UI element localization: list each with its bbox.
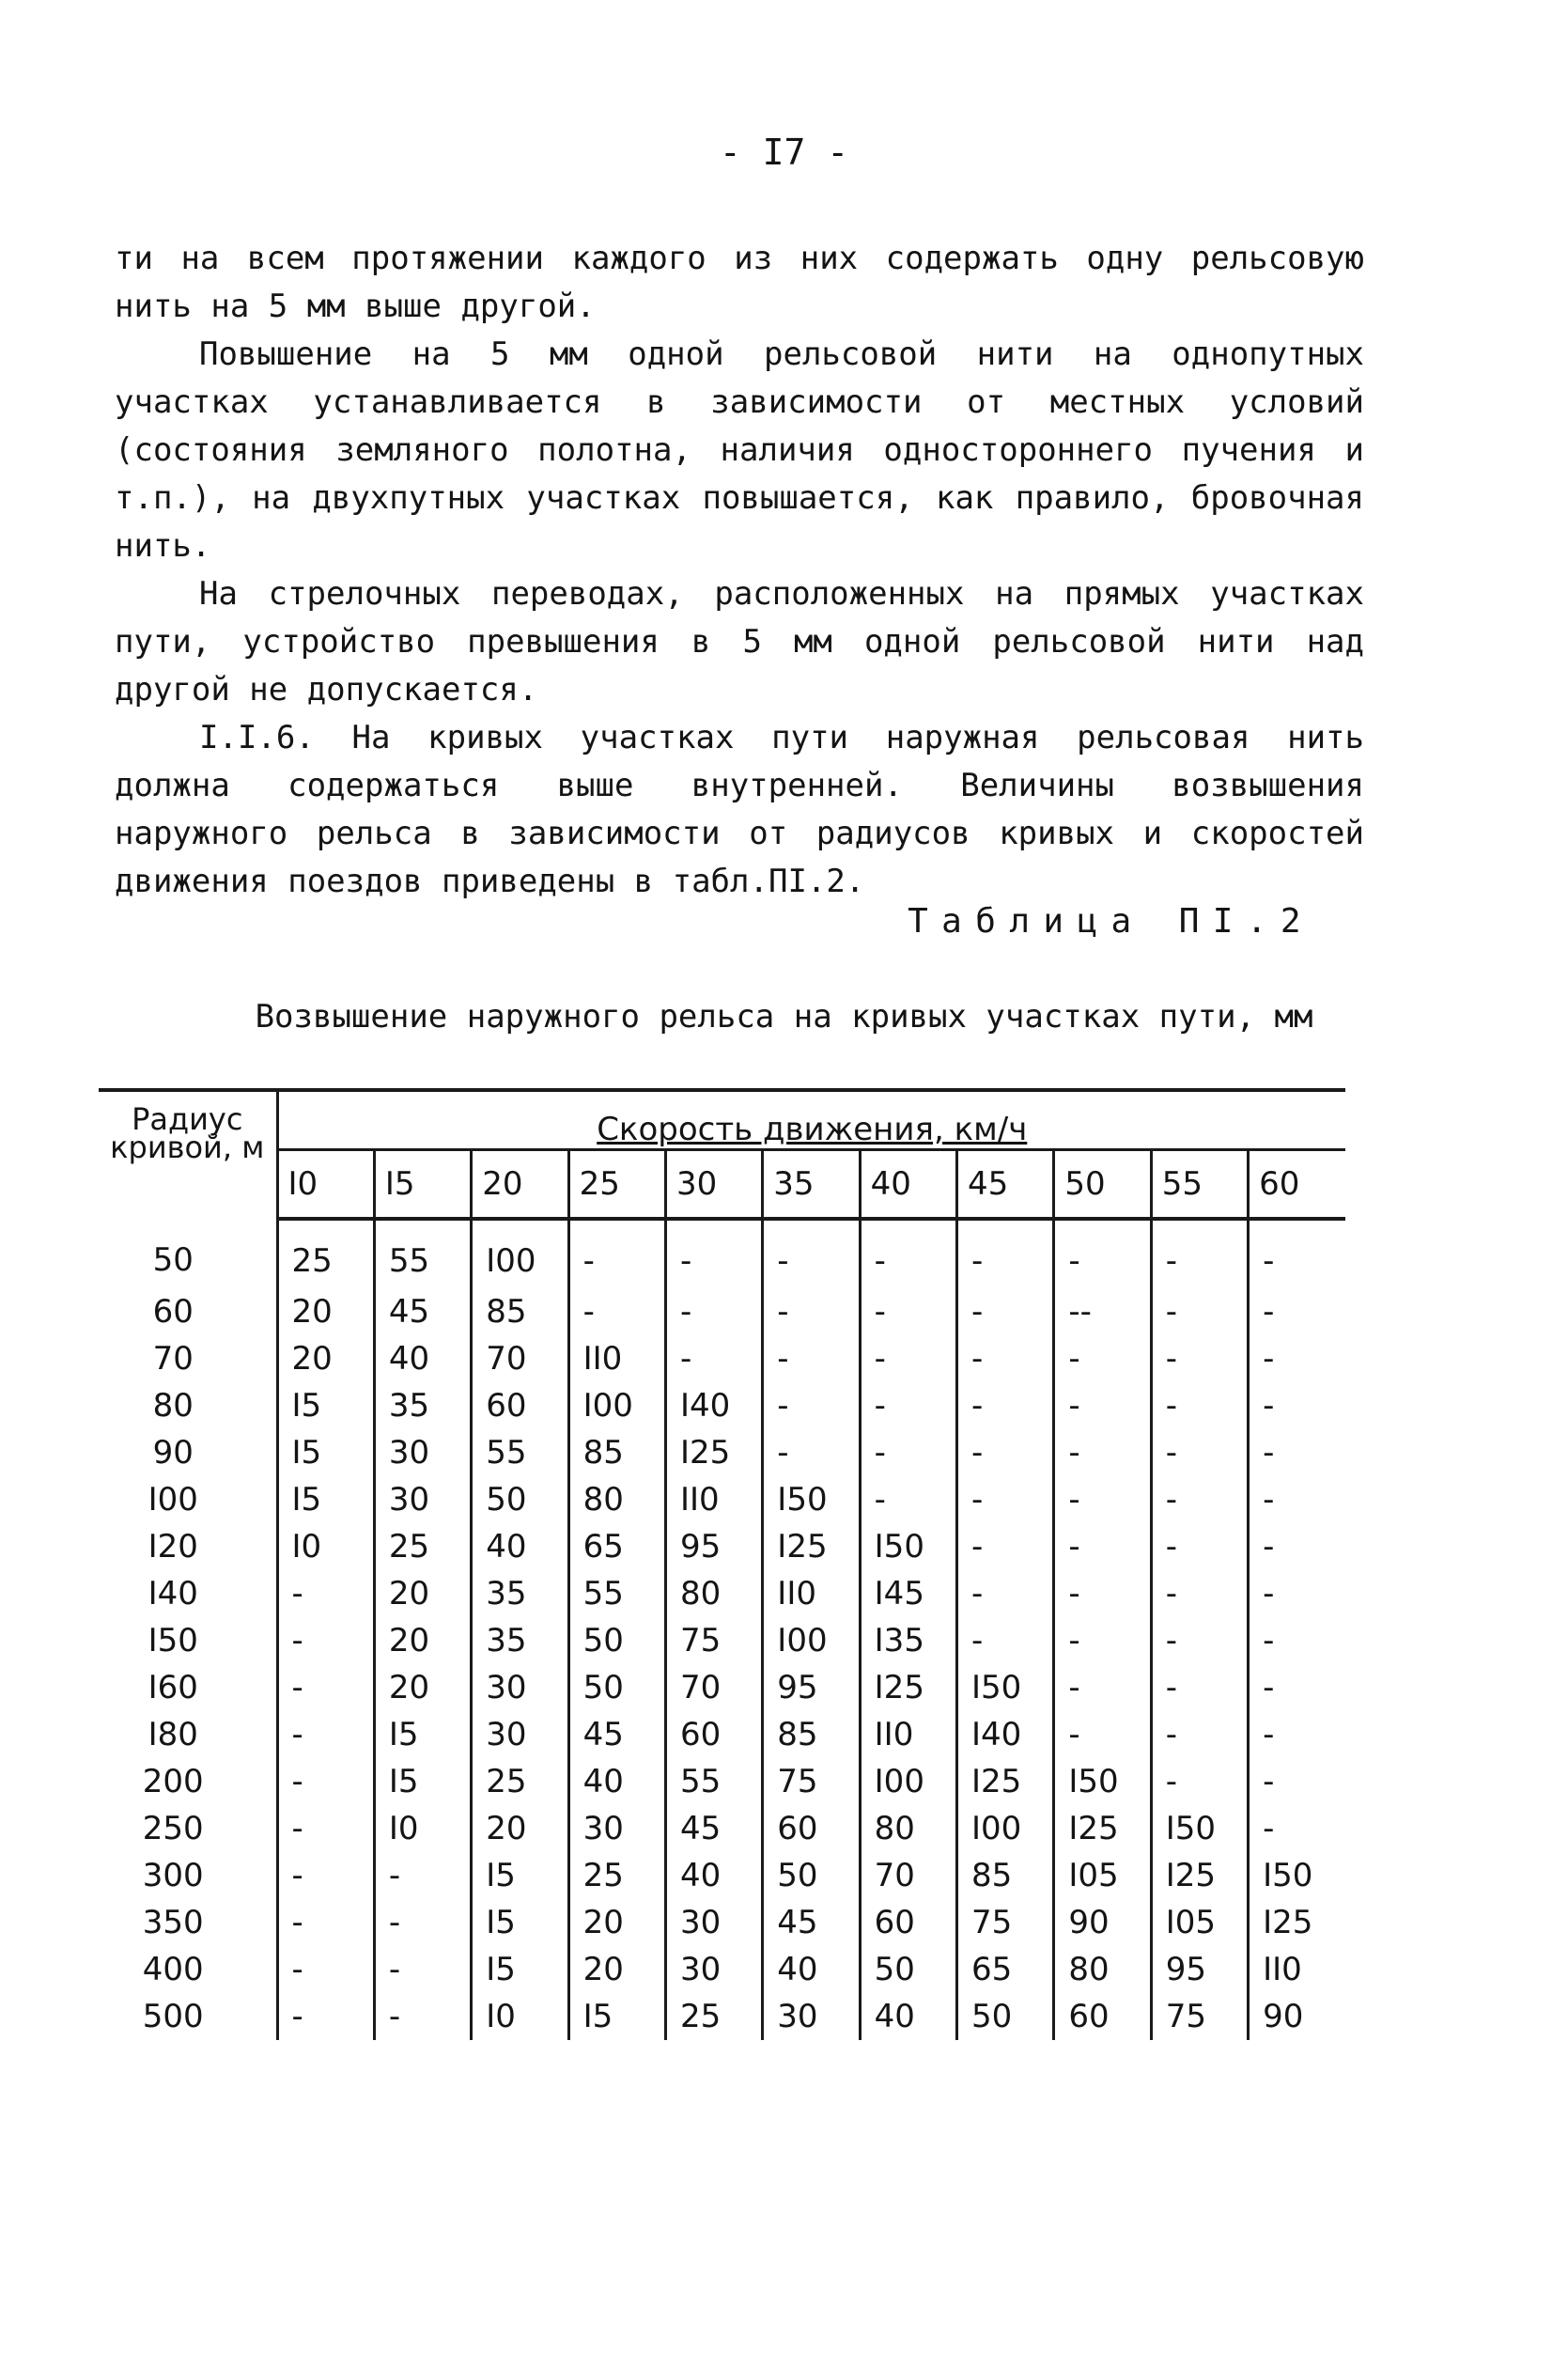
- value-cell: 25: [568, 1852, 665, 1899]
- value-cell: I5: [277, 1429, 374, 1476]
- value-cell: 55: [665, 1758, 762, 1805]
- value-cell: -: [277, 1899, 374, 1946]
- value-cell: II0: [1249, 1946, 1345, 1993]
- value-cell: -: [277, 1570, 374, 1617]
- value-cell: 80: [860, 1805, 956, 1852]
- table-row: [99, 1711, 1345, 1758]
- table-row: [99, 1617, 1345, 1664]
- value-cell: -: [860, 1288, 956, 1335]
- value-cell: 75: [1151, 1993, 1248, 2040]
- radius-cell: 500: [142, 1998, 204, 2035]
- speed-header-9: 55: [1151, 1150, 1248, 1220]
- value-cell: -: [1249, 1219, 1345, 1288]
- table-row: [99, 1429, 1345, 1476]
- value-cell: -: [277, 1664, 374, 1711]
- table-row: [99, 1805, 1345, 1852]
- paragraph-4: I.I.6. На кривых участках пути наружная рельсовая нить должна содержаться выше внутренней. Величины возвышения наружного рельса в зависимости от радиусов кривых и скоростей движения поездов приведены в табл.ПI.2.: [115, 719, 1364, 900]
- radius-cell: 350: [142, 1904, 204, 1941]
- value-cell: I00: [763, 1617, 860, 1664]
- value-cell: I5: [374, 1711, 471, 1758]
- value-cell: 60: [1054, 1993, 1151, 2040]
- value-cell: -: [763, 1382, 860, 1429]
- value-cell: I40: [665, 1382, 762, 1429]
- radius-cell: 60: [152, 1293, 194, 1331]
- value-cell: -: [1151, 1382, 1248, 1429]
- value-cell: I5: [568, 1993, 665, 2040]
- table-body: [99, 1219, 1345, 2040]
- value-cell: 70: [860, 1852, 956, 1899]
- value-cell: 85: [957, 1852, 1054, 1899]
- speed-header-7: 45: [957, 1150, 1054, 1220]
- value-cell: -: [568, 1219, 665, 1288]
- table-row: [99, 1570, 1345, 1617]
- value-cell: -: [1151, 1288, 1248, 1335]
- value-cell: 50: [957, 1993, 1054, 2040]
- value-cell: 35: [472, 1617, 568, 1664]
- speed-column-group-header: [277, 1090, 1345, 1150]
- value-cell: 55: [568, 1570, 665, 1617]
- value-cell: I5: [374, 1758, 471, 1805]
- value-cell: -: [1249, 1335, 1345, 1382]
- value-cell: -: [277, 1946, 374, 1993]
- value-cell: 50: [472, 1476, 568, 1523]
- value-cell: -: [1249, 1711, 1345, 1758]
- value-cell: -: [763, 1429, 860, 1476]
- value-cell: -: [860, 1335, 956, 1382]
- value-cell: 25: [665, 1993, 762, 2040]
- value-cell: II0: [763, 1570, 860, 1617]
- value-cell: 40: [374, 1335, 471, 1382]
- value-cell: I50: [860, 1523, 956, 1570]
- value-cell: -: [1249, 1523, 1345, 1570]
- value-cell: 40: [472, 1523, 568, 1570]
- value-cell: -: [957, 1382, 1054, 1429]
- value-cell: I5: [277, 1382, 374, 1429]
- value-cell: -: [1249, 1805, 1345, 1852]
- value-cell: I0: [472, 1993, 568, 2040]
- radius-column-header: Радиус кривой, м: [99, 1090, 277, 1219]
- value-cell: -: [1054, 1711, 1151, 1758]
- value-cell: -: [374, 1899, 471, 1946]
- speed-header-6: 40: [860, 1150, 956, 1220]
- value-cell: I25: [763, 1523, 860, 1570]
- value-cell: --: [1054, 1288, 1151, 1335]
- value-cell: 60: [860, 1899, 956, 1946]
- radius-cell: 200: [142, 1763, 204, 1800]
- table-row: [99, 1382, 1345, 1429]
- value-cell: 55: [374, 1219, 471, 1288]
- speed-header-5: 35: [763, 1150, 860, 1220]
- value-cell: I35: [860, 1617, 956, 1664]
- value-cell: -: [860, 1429, 956, 1476]
- speed-header-4: 30: [665, 1150, 762, 1220]
- value-cell: -: [957, 1219, 1054, 1288]
- radius-cell: 400: [142, 1951, 204, 1988]
- value-cell: -: [957, 1335, 1054, 1382]
- value-cell: -: [957, 1617, 1054, 1664]
- elevation-table: [99, 1088, 1345, 2040]
- value-cell: 20: [472, 1805, 568, 1852]
- speed-values-header-row: [99, 1150, 1345, 1220]
- value-cell: I5: [277, 1476, 374, 1523]
- value-cell: 60: [763, 1805, 860, 1852]
- value-cell: -: [568, 1288, 665, 1335]
- value-cell: -: [277, 1993, 374, 2040]
- value-cell: -: [665, 1335, 762, 1382]
- value-cell: 30: [665, 1899, 762, 1946]
- page-number: - I7 -: [719, 132, 849, 173]
- value-cell: -: [1054, 1335, 1151, 1382]
- speed-header-8: 50: [1054, 1150, 1151, 1220]
- radius-cell: 250: [142, 1810, 204, 1847]
- value-cell: 55: [472, 1429, 568, 1476]
- value-cell: I25: [957, 1758, 1054, 1805]
- value-cell: -: [1151, 1219, 1248, 1288]
- paragraph-1: ти на всем протяжении каждого из них содержать одну рельсовую нить на 5 мм выше другой.: [115, 240, 1364, 325]
- value-cell: 20: [568, 1946, 665, 1993]
- value-cell: 80: [1054, 1946, 1151, 1993]
- table-row: [99, 1523, 1345, 1570]
- value-cell: 45: [665, 1805, 762, 1852]
- value-cell: 90: [1249, 1993, 1345, 2040]
- table-row: [99, 1946, 1345, 1993]
- value-cell: I25: [1151, 1852, 1248, 1899]
- value-cell: -: [957, 1288, 1054, 1335]
- value-cell: -: [277, 1617, 374, 1664]
- table-caption: Возвышение наружного рельса на кривых участках пути, мм: [255, 998, 1313, 1036]
- value-cell: 50: [568, 1664, 665, 1711]
- elevation-table-container: [99, 1088, 1345, 2040]
- value-cell: I45: [860, 1570, 956, 1617]
- value-cell: -: [1054, 1476, 1151, 1523]
- value-cell: 50: [860, 1946, 956, 1993]
- value-cell: -: [957, 1523, 1054, 1570]
- radius-cell: I80: [147, 1716, 198, 1753]
- radius-cell: 50: [152, 1241, 194, 1279]
- value-cell: -: [860, 1219, 956, 1288]
- value-cell: 75: [957, 1899, 1054, 1946]
- speed-header-2: 20: [472, 1150, 568, 1220]
- value-cell: -: [1151, 1429, 1248, 1476]
- value-cell: II0: [860, 1711, 956, 1758]
- value-cell: -: [1249, 1382, 1345, 1429]
- table-row: [99, 1993, 1345, 2040]
- table-row: [99, 1852, 1345, 1899]
- value-cell: 20: [374, 1664, 471, 1711]
- value-cell: I50: [1151, 1805, 1248, 1852]
- value-cell: I50: [957, 1664, 1054, 1711]
- value-cell: 95: [763, 1664, 860, 1711]
- value-cell: 30: [374, 1429, 471, 1476]
- radius-cell: I50: [147, 1622, 198, 1659]
- value-cell: 25: [472, 1758, 568, 1805]
- value-cell: I05: [1054, 1852, 1151, 1899]
- value-cell: I00: [957, 1805, 1054, 1852]
- value-cell: 70: [472, 1335, 568, 1382]
- value-cell: -: [1249, 1476, 1345, 1523]
- table-label: Таблица ПI.2: [908, 902, 1314, 941]
- value-cell: -: [763, 1288, 860, 1335]
- value-cell: 45: [763, 1899, 860, 1946]
- body-text: [115, 235, 1364, 906]
- value-cell: -: [1249, 1617, 1345, 1664]
- value-cell: 20: [277, 1288, 374, 1335]
- value-cell: -: [1151, 1664, 1248, 1711]
- value-cell: -: [957, 1570, 1054, 1617]
- value-cell: -: [277, 1852, 374, 1899]
- value-cell: 50: [763, 1852, 860, 1899]
- value-cell: 30: [374, 1476, 471, 1523]
- value-cell: -: [374, 1852, 471, 1899]
- value-cell: -: [1249, 1429, 1345, 1476]
- value-cell: 20: [568, 1899, 665, 1946]
- value-cell: I5: [472, 1852, 568, 1899]
- value-cell: 40: [665, 1852, 762, 1899]
- table-row: [99, 1219, 1345, 1288]
- paragraph-3: На стрелочных переводах, расположенных на прямых участках пути, устройство превышения в 5 мм одной рельсовой нити над другой не допускается.: [115, 575, 1364, 709]
- value-cell: -: [1151, 1335, 1248, 1382]
- value-cell: -: [1249, 1288, 1345, 1335]
- value-cell: II0: [568, 1335, 665, 1382]
- value-cell: 85: [763, 1711, 860, 1758]
- value-cell: 30: [568, 1805, 665, 1852]
- value-cell: 45: [374, 1288, 471, 1335]
- value-cell: -: [1054, 1429, 1151, 1476]
- value-cell: -: [763, 1219, 860, 1288]
- table-row: [99, 1335, 1345, 1382]
- value-cell: 35: [374, 1382, 471, 1429]
- value-cell: 45: [568, 1711, 665, 1758]
- value-cell: 20: [374, 1617, 471, 1664]
- speed-header-10: 60: [1249, 1150, 1345, 1220]
- value-cell: 80: [665, 1570, 762, 1617]
- value-cell: I0: [374, 1805, 471, 1852]
- value-cell: I0: [277, 1523, 374, 1570]
- value-cell: I50: [1054, 1758, 1151, 1805]
- value-cell: 20: [374, 1570, 471, 1617]
- radius-cell: I40: [147, 1575, 198, 1612]
- speed-header-label: Скорость движения, км/ч: [597, 1111, 1028, 1148]
- value-cell: -: [957, 1429, 1054, 1476]
- value-cell: -: [1249, 1570, 1345, 1617]
- value-cell: 40: [568, 1758, 665, 1805]
- value-cell: I50: [763, 1476, 860, 1523]
- speed-header-1: I5: [374, 1150, 471, 1220]
- value-cell: -: [1151, 1523, 1248, 1570]
- value-cell: 95: [1151, 1946, 1248, 1993]
- table-row: [99, 1664, 1345, 1711]
- value-cell: 65: [568, 1523, 665, 1570]
- radius-cell: 80: [152, 1387, 194, 1425]
- value-cell: -: [1151, 1476, 1248, 1523]
- value-cell: I25: [665, 1429, 762, 1476]
- value-cell: I50: [1249, 1852, 1345, 1899]
- paragraph-2: Повышение на 5 мм одной рельсовой нити на однопутных участках устанавливается в зависимости от местных условий (состояния земляного полотна, наличия одностороннего пучения и т.п.), на двухпутных участках повышается, как правило, бровочная нить.: [115, 335, 1364, 565]
- value-cell: 75: [665, 1617, 762, 1664]
- value-cell: -: [277, 1758, 374, 1805]
- value-cell: 80: [568, 1476, 665, 1523]
- value-cell: -: [860, 1476, 956, 1523]
- value-cell: 25: [277, 1219, 374, 1288]
- value-cell: I5: [472, 1946, 568, 1993]
- table-row: [99, 1899, 1345, 1946]
- value-cell: -: [957, 1476, 1054, 1523]
- value-cell: -: [277, 1805, 374, 1852]
- value-cell: -: [1054, 1617, 1151, 1664]
- value-cell: 65: [957, 1946, 1054, 1993]
- value-cell: -: [374, 1946, 471, 1993]
- value-cell: -: [1151, 1570, 1248, 1617]
- value-cell: I00: [472, 1219, 568, 1288]
- value-cell: -: [1054, 1570, 1151, 1617]
- value-cell: I05: [1151, 1899, 1248, 1946]
- value-cell: I5: [472, 1899, 568, 1946]
- value-cell: I00: [568, 1382, 665, 1429]
- radius-cell: 70: [152, 1340, 194, 1378]
- value-cell: -: [665, 1219, 762, 1288]
- speed-header-0: I0: [277, 1150, 374, 1220]
- radius-cell: 300: [142, 1857, 204, 1894]
- value-cell: 60: [472, 1382, 568, 1429]
- radius-cell: 90: [152, 1434, 194, 1472]
- value-cell: -: [1054, 1382, 1151, 1429]
- value-cell: -: [1054, 1523, 1151, 1570]
- value-cell: -: [860, 1382, 956, 1429]
- radius-cell: I00: [147, 1481, 198, 1519]
- value-cell: 85: [568, 1429, 665, 1476]
- value-cell: 75: [763, 1758, 860, 1805]
- table-row: [99, 1476, 1345, 1523]
- value-cell: 30: [665, 1946, 762, 1993]
- value-cell: 60: [665, 1711, 762, 1758]
- value-cell: -: [1151, 1758, 1248, 1805]
- value-cell: -: [763, 1335, 860, 1382]
- value-cell: I00: [860, 1758, 956, 1805]
- value-cell: 20: [277, 1335, 374, 1382]
- value-cell: 30: [763, 1993, 860, 2040]
- value-cell: 95: [665, 1523, 762, 1570]
- value-cell: 25: [374, 1523, 471, 1570]
- value-cell: -: [665, 1288, 762, 1335]
- value-cell: 90: [1054, 1899, 1151, 1946]
- table-row: [99, 1288, 1345, 1335]
- value-cell: I40: [957, 1711, 1054, 1758]
- value-cell: -: [1151, 1711, 1248, 1758]
- radius-cell: I20: [147, 1528, 198, 1566]
- value-cell: 30: [472, 1664, 568, 1711]
- value-cell: I25: [1054, 1805, 1151, 1852]
- value-cell: -: [1054, 1219, 1151, 1288]
- value-cell: -: [1151, 1617, 1248, 1664]
- value-cell: -: [1054, 1664, 1151, 1711]
- value-cell: -: [1249, 1758, 1345, 1805]
- value-cell: 40: [860, 1993, 956, 2040]
- value-cell: -: [374, 1993, 471, 2040]
- value-cell: 40: [763, 1946, 860, 1993]
- value-cell: I25: [1249, 1899, 1345, 1946]
- value-cell: 85: [472, 1288, 568, 1335]
- value-cell: 50: [568, 1617, 665, 1664]
- radius-cell: I60: [147, 1669, 198, 1706]
- value-cell: -: [277, 1711, 374, 1758]
- value-cell: 30: [472, 1711, 568, 1758]
- value-cell: I25: [860, 1664, 956, 1711]
- value-cell: 70: [665, 1664, 762, 1711]
- value-cell: -: [1249, 1664, 1345, 1711]
- speed-header-3: 25: [568, 1150, 665, 1220]
- table-row: [99, 1758, 1345, 1805]
- value-cell: 35: [472, 1570, 568, 1617]
- value-cell: II0: [665, 1476, 762, 1523]
